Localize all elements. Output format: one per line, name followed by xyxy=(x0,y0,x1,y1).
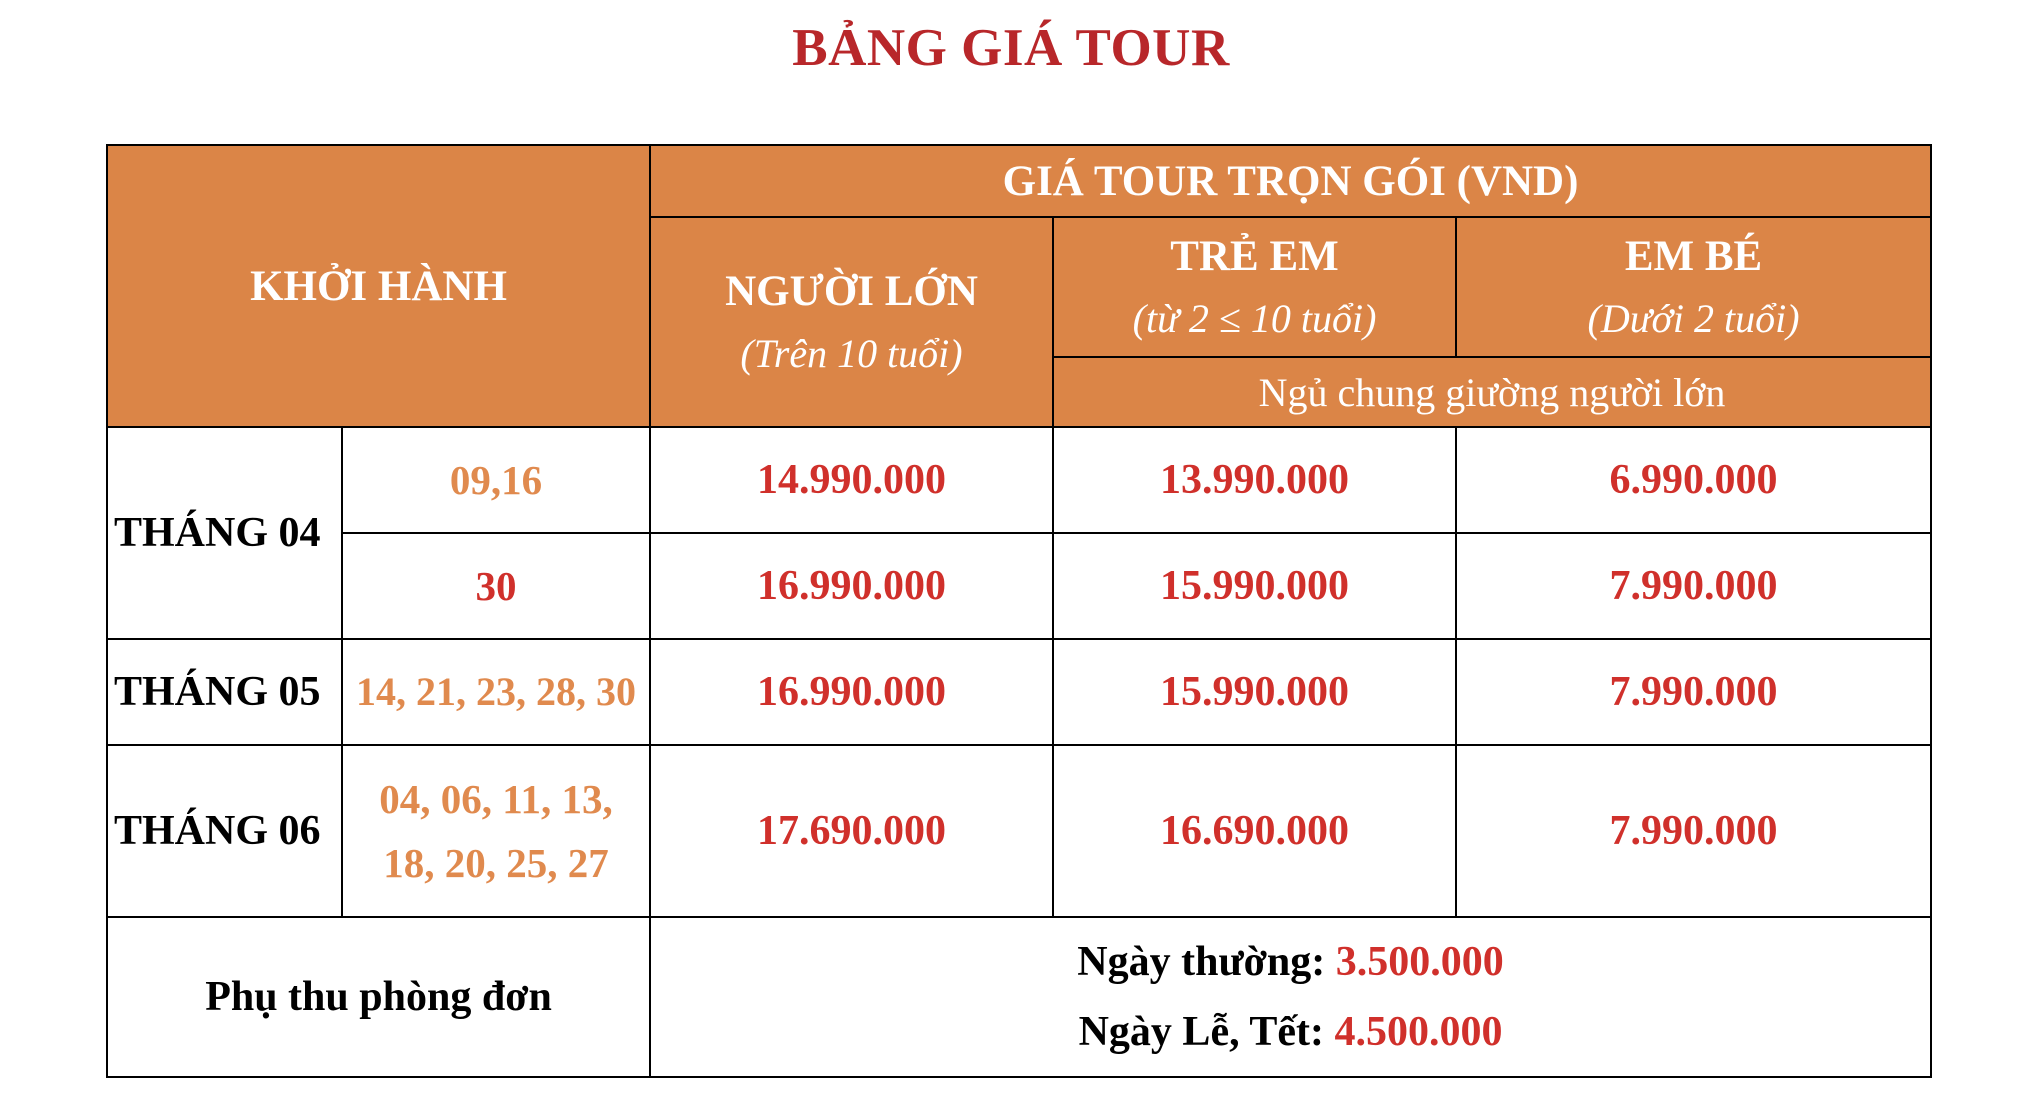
days-cell: 14, 21, 23, 28, 30 xyxy=(342,639,650,745)
baby-header-label: EM BÉ xyxy=(1624,233,1763,280)
child-header-label: TRẺ EM xyxy=(1170,233,1339,280)
baby-price: 7.990.000 xyxy=(1456,639,1931,745)
package-price-header-label: GIÁ TOUR TRỌN GÓI (VND) xyxy=(1002,157,1579,205)
surcharge-row xyxy=(107,917,1931,1077)
adult-header-label: NGƯỜI LỚN xyxy=(725,268,978,315)
shared-bed-note: Ngủ chung giường người lớn xyxy=(1053,357,1931,427)
adult-header-sub: (Trên 10 tuổi) xyxy=(740,331,963,376)
baby-header xyxy=(1456,217,1931,357)
days-line: 18, 20, 25, 27 xyxy=(383,840,609,886)
days-cell: 09,16 xyxy=(342,427,650,533)
table-row xyxy=(107,639,1931,745)
page-title: BẢNG GIÁ TOUR xyxy=(792,19,1230,77)
child-header-sub: (từ 2 ≤ 10 tuổi) xyxy=(1132,296,1377,341)
adult-header xyxy=(650,217,1053,427)
child-header xyxy=(1053,217,1456,357)
holiday-surcharge-value: 4.500.000 xyxy=(1334,1009,1503,1055)
weekday-surcharge-value: 3.500.000 xyxy=(1335,939,1504,985)
child-price: 13.990.000 xyxy=(1053,427,1456,533)
days-cell: 30 xyxy=(342,533,650,639)
tour-price-table xyxy=(106,144,1932,1078)
month-cell xyxy=(107,427,342,639)
departure-header xyxy=(107,145,650,427)
days-cell xyxy=(342,745,650,917)
child-price: 16.690.000 xyxy=(1053,745,1456,917)
child-price: 15.990.000 xyxy=(1053,533,1456,639)
baby-price: 6.990.000 xyxy=(1456,427,1931,533)
package-price-header xyxy=(650,145,1931,217)
surcharge-values xyxy=(650,917,1931,1077)
holiday-surcharge xyxy=(651,997,1930,1067)
adult-price: 14.990.000 xyxy=(650,427,1053,533)
table-row xyxy=(107,427,1931,533)
weekday-surcharge-label: Ngày thường: xyxy=(1077,939,1326,985)
child-price: 15.990.000 xyxy=(1053,639,1456,745)
adult-price: 16.990.000 xyxy=(650,533,1053,639)
weekday-surcharge xyxy=(651,927,1930,997)
surcharge-label: Phụ thu phòng đơn xyxy=(107,917,650,1077)
adult-price: 17.690.000 xyxy=(650,745,1053,917)
month-cell xyxy=(107,745,342,917)
departure-header-label: KHỞI HÀNH xyxy=(250,262,507,310)
table-row xyxy=(107,533,1931,639)
month-label: THÁNG 05 xyxy=(114,669,321,715)
month-label: THÁNG 04 xyxy=(114,510,321,556)
holiday-surcharge-label: Ngày Lễ, Tết: xyxy=(1078,1009,1324,1055)
baby-price: 7.990.000 xyxy=(1456,745,1931,917)
baby-price: 7.990.000 xyxy=(1456,533,1931,639)
adult-price: 16.990.000 xyxy=(650,639,1053,745)
days-line: 04, 06, 11, 13, xyxy=(379,776,613,822)
baby-header-sub: (Dưới 2 tuổi) xyxy=(1587,296,1800,341)
month-label: THÁNG 06 xyxy=(114,808,321,854)
table-row xyxy=(107,745,1931,917)
month-cell xyxy=(107,639,342,745)
